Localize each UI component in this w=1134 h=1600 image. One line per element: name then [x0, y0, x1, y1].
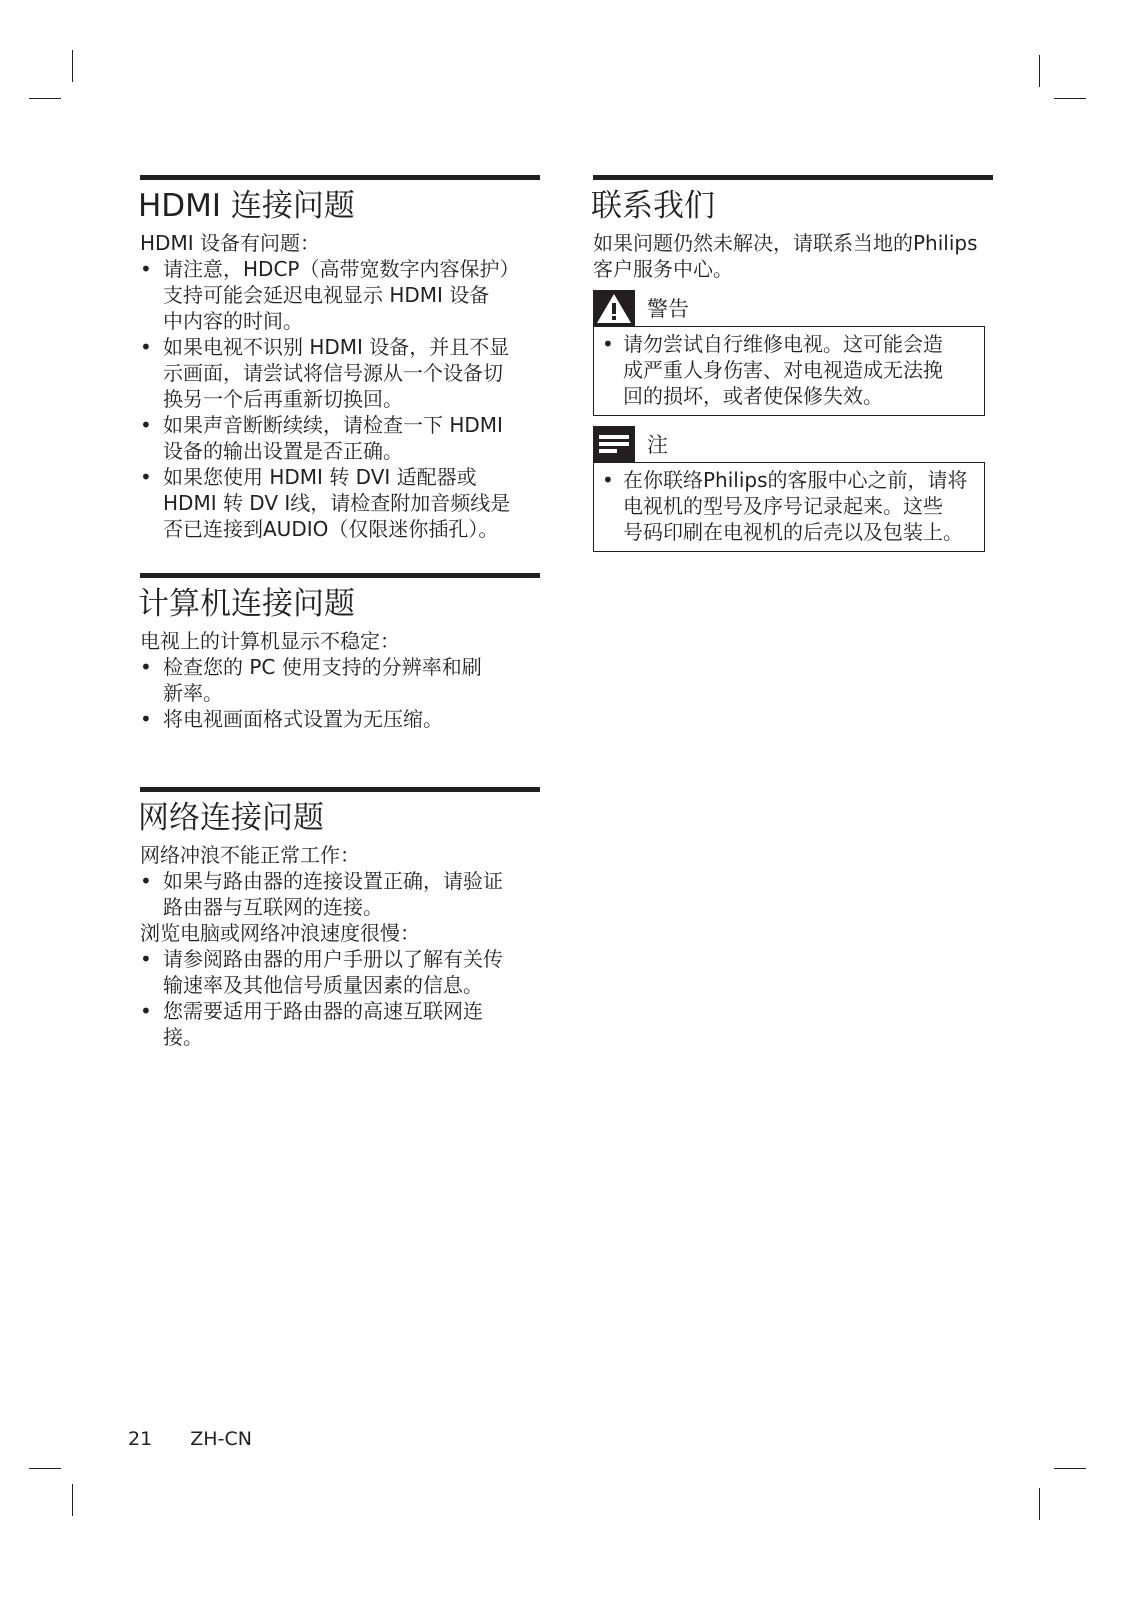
list-item: • 请注意，HDCP（高带宽数字内容保护） 支持可能会延迟电视显示 HDMI 设备 中内容的时间。	[140, 256, 540, 334]
crop-mark	[29, 98, 61, 99]
crop-mark	[1039, 1488, 1040, 1520]
list-item: • 如果声音断断续续，请检查一下 HDMI 设备的输出设置是否正确。	[140, 412, 540, 464]
list-item: • 检查您的 PC 使用支持的分辨率和刷 新率。	[140, 654, 540, 706]
pc-section	[140, 573, 540, 732]
section-intro: HDMI 设备有问题：	[140, 231, 320, 255]
section-intro: 网络冲浪不能正常工作：	[140, 843, 360, 867]
note-box	[593, 462, 985, 552]
note-lines-icon	[593, 426, 635, 462]
list-item: • 如果与路由器的连接设置正确，请验证 路由器与互联网的连接。	[140, 868, 540, 920]
section-rule	[593, 175, 993, 180]
page-footer	[128, 1428, 252, 1450]
crop-mark	[72, 50, 73, 82]
list-item: • 如果电视不识别 HDMI 设备，并且不显 示画面，请尝试将信号源从一个设备切 换另一个后再重新切换回。	[140, 334, 540, 412]
list-item: • 在你联络Philips的客服中心之前，请将 电视机的型号及序号记录起来。这些 号码印刷在电视机的后壳以及包装上。	[602, 467, 976, 545]
section-rule	[140, 573, 540, 578]
section-body: 如果问题仍然未解决，请联系当地的Philips	[593, 231, 978, 255]
warning-header	[593, 290, 1003, 326]
crop-mark	[1039, 55, 1040, 87]
list-item: • 请勿尝试自行维修电视。这可能会造 成严重人身伤害、对电视造成无法挽 回的损坏，或者使保修失效。	[602, 331, 976, 409]
contact-section	[593, 175, 1003, 552]
crop-mark	[29, 1468, 61, 1469]
list-item: • 您需要适用于路由器的高速互联网连 接。	[140, 998, 540, 1050]
network-section	[140, 787, 540, 1050]
crop-mark	[1054, 98, 1086, 99]
page-language: ZH-CN	[190, 1428, 252, 1450]
hdmi-section	[140, 175, 540, 542]
list-item: • 将电视画面格式设置为无压缩。	[140, 706, 540, 732]
list-item: • 如果您使用 HDMI 转 DVI 适配器或 HDMI 转 DV I线，请检查附加音频线是 否已连接到AUDIO（仅限迷你插孔）。	[140, 464, 540, 542]
section-body: 客户服务中心。	[593, 257, 733, 281]
note-label: 注	[647, 433, 668, 457]
section-title: 计算机连接问题	[138, 586, 355, 622]
list-item: • 请参阅路由器的用户手册以了解有关传 输速率及其他信号质量因素的信息。	[140, 946, 540, 998]
section-title: 联系我们	[591, 188, 715, 224]
crop-mark	[72, 1484, 73, 1516]
page-number: 21	[128, 1428, 153, 1450]
section-rule	[140, 787, 540, 792]
section-title: HDMI 连接问题	[138, 188, 355, 224]
section-intro: 电视上的计算机显示不稳定：	[140, 629, 400, 653]
note-header	[593, 426, 1003, 462]
warning-triangle-icon	[593, 290, 635, 326]
section-rule	[140, 175, 540, 180]
warning-label: 警告	[647, 297, 689, 321]
warning-box	[593, 326, 985, 416]
section-title: 网络连接问题	[138, 800, 324, 836]
crop-mark	[1054, 1468, 1086, 1469]
section-intro: 浏览电脑或网络冲浪速度很慢：	[140, 921, 420, 945]
